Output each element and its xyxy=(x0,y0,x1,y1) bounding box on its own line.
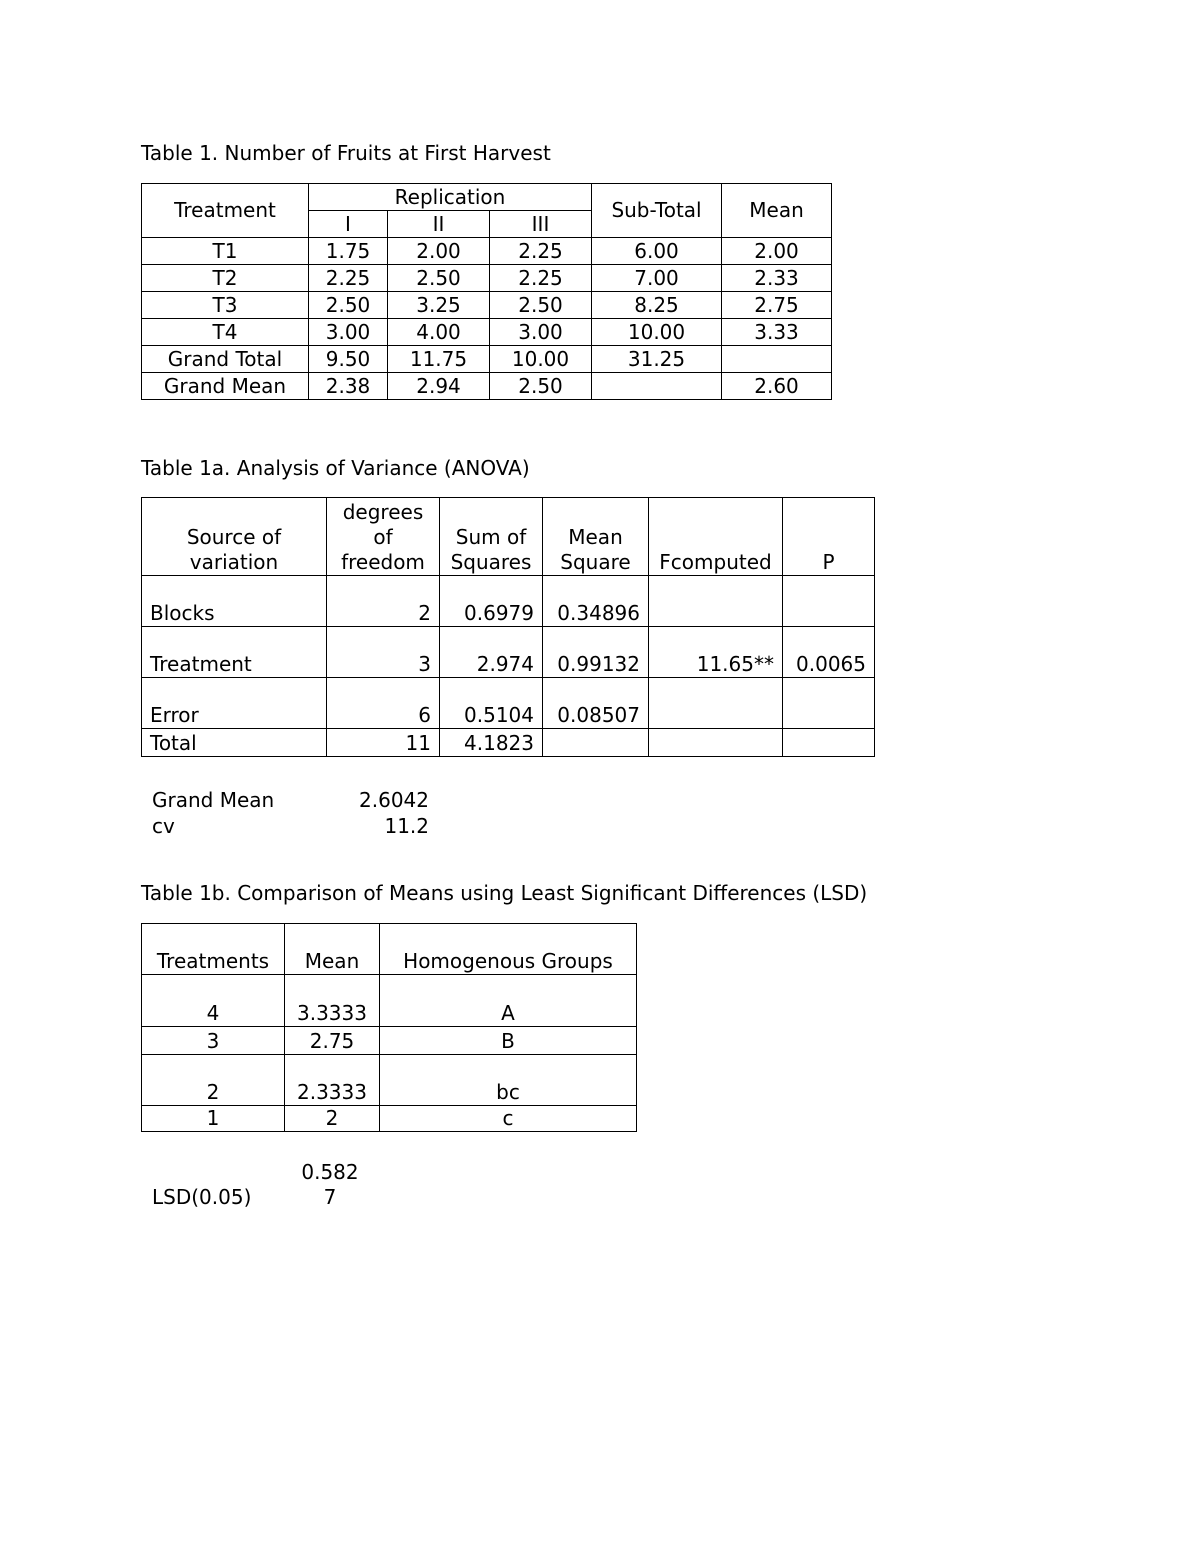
table-row xyxy=(142,1106,637,1132)
cell-f xyxy=(649,729,783,757)
table1-caption: Table 1. Number of Fruits at First Harvest xyxy=(141,141,551,165)
table-row xyxy=(142,238,832,265)
cell-treatment: 2 xyxy=(142,1055,285,1106)
cell-group: bc xyxy=(380,1055,637,1106)
cell-df: 11 xyxy=(327,729,440,757)
cell-ms: 0.34896 xyxy=(543,576,649,627)
cell-rep-i: 9.50 xyxy=(309,346,388,373)
cell-subtotal: 7.00 xyxy=(592,265,722,292)
cell-ss: 0.5104 xyxy=(440,678,543,729)
cell-mean: 2.33 xyxy=(722,265,832,292)
cell-treatment: 3 xyxy=(142,1027,285,1055)
cell-df: 6 xyxy=(327,678,440,729)
cv-value: 11.2 xyxy=(384,814,429,838)
cell-subtotal xyxy=(592,373,722,400)
table-row xyxy=(142,319,832,346)
cell-df: 2 xyxy=(327,576,440,627)
cell-mean: 2.75 xyxy=(722,292,832,319)
cell-rep-iii: 2.50 xyxy=(490,373,592,400)
cell-rep-ii: 11.75 xyxy=(388,346,490,373)
table-row xyxy=(142,678,875,729)
cell-mean: 2.60 xyxy=(722,373,832,400)
table-row xyxy=(142,627,875,678)
cell-group: A xyxy=(380,975,637,1027)
header-rep-ii: II xyxy=(388,211,490,238)
table-row xyxy=(142,729,875,757)
header-mean: Mean xyxy=(722,184,832,238)
cell-subtotal: 8.25 xyxy=(592,292,722,319)
table1a-caption: Table 1a. Analysis of Variance (ANOVA) xyxy=(141,456,530,480)
cell-rep-i: 2.38 xyxy=(309,373,388,400)
cell-subtotal: 10.00 xyxy=(592,319,722,346)
header-source: Source of variation xyxy=(142,498,327,576)
cell-mean xyxy=(722,346,832,373)
cell-ss: 0.6979 xyxy=(440,576,543,627)
table-row xyxy=(142,1055,637,1106)
cell-rep-ii: 2.50 xyxy=(388,265,490,292)
anova-summary xyxy=(152,787,429,839)
table-row xyxy=(142,373,832,400)
cell-mean: 2.3333 xyxy=(285,1055,380,1106)
header-df: degrees of freedom xyxy=(327,498,440,576)
header-treatments: Treatments xyxy=(142,924,285,975)
cell-rep-iii: 10.00 xyxy=(490,346,592,373)
cell-group: B xyxy=(380,1027,637,1055)
cell-subtotal: 6.00 xyxy=(592,238,722,265)
cell-p xyxy=(783,576,875,627)
cell-treatment: 4 xyxy=(142,975,285,1027)
cell-mean: 2 xyxy=(285,1106,380,1132)
header-ms: Mean Square xyxy=(543,498,649,576)
lsd-label: LSD(0.05) xyxy=(152,1185,252,1209)
cell-rep-iii: 2.50 xyxy=(490,292,592,319)
header-ss: Sum of Squares xyxy=(440,498,543,576)
cell-p: 0.0065 xyxy=(783,627,875,678)
cell-ms xyxy=(543,729,649,757)
cell-mean: 2.00 xyxy=(722,238,832,265)
header-treatment: Treatment xyxy=(142,184,309,238)
cell-group: c xyxy=(380,1106,637,1132)
table-row xyxy=(142,1027,637,1055)
row-label: Grand Total xyxy=(142,346,309,373)
cell-rep-i: 3.00 xyxy=(309,319,388,346)
table-row xyxy=(142,265,832,292)
cell-rep-iii: 2.25 xyxy=(490,238,592,265)
cell-mean: 3.3333 xyxy=(285,975,380,1027)
header-rep-i: I xyxy=(309,211,388,238)
lsd-value: 0.5827 xyxy=(301,1160,359,1209)
cell-rep-iii: 2.25 xyxy=(490,265,592,292)
header-groups: Homogenous Groups xyxy=(380,924,637,975)
cell-p xyxy=(783,678,875,729)
table1b-lsd-comparison xyxy=(141,923,637,1132)
cell-treatment: 1 xyxy=(142,1106,285,1132)
cell-rep-iii: 3.00 xyxy=(490,319,592,346)
row-label: T1 xyxy=(142,238,309,265)
cell-p xyxy=(783,729,875,757)
header-subtotal: Sub-Total xyxy=(592,184,722,238)
cell-rep-i: 2.25 xyxy=(309,265,388,292)
row-label: T2 xyxy=(142,265,309,292)
cell-ss: 4.1823 xyxy=(440,729,543,757)
row-label: T3 xyxy=(142,292,309,319)
cell-f xyxy=(649,576,783,627)
cell-source: Treatment xyxy=(142,627,327,678)
row-label: Grand Mean xyxy=(142,373,309,400)
cell-ss: 2.974 xyxy=(440,627,543,678)
table-row xyxy=(142,576,875,627)
cell-df: 3 xyxy=(327,627,440,678)
cell-rep-i: 2.50 xyxy=(309,292,388,319)
header-mean: Mean xyxy=(285,924,380,975)
table-row xyxy=(142,346,832,373)
cell-rep-ii: 3.25 xyxy=(388,292,490,319)
cell-source: Error xyxy=(142,678,327,729)
header-rep-iii: III xyxy=(490,211,592,238)
cell-mean: 3.33 xyxy=(722,319,832,346)
cell-rep-i: 1.75 xyxy=(309,238,388,265)
cell-mean: 2.75 xyxy=(285,1027,380,1055)
cell-source: Total xyxy=(142,729,327,757)
cell-rep-ii: 2.94 xyxy=(388,373,490,400)
header-replication: Replication xyxy=(309,184,592,211)
header-f: Fcomputed xyxy=(649,498,783,576)
cv-label: cv xyxy=(152,814,175,838)
grand-mean-value: 2.6042 xyxy=(359,788,429,812)
table1b-caption: Table 1b. Comparison of Means using Least Significant Differences (LSD) xyxy=(141,881,868,905)
table-row xyxy=(142,292,832,319)
header-p: P xyxy=(783,498,875,576)
table-row xyxy=(142,975,637,1027)
table1a-anova xyxy=(141,497,875,757)
cell-subtotal: 31.25 xyxy=(592,346,722,373)
cell-f: 11.65** xyxy=(649,627,783,678)
row-label: T4 xyxy=(142,319,309,346)
cell-f xyxy=(649,678,783,729)
grand-mean-label: Grand Mean xyxy=(152,788,275,812)
cell-ms: 0.08507 xyxy=(543,678,649,729)
cell-source: Blocks xyxy=(142,576,327,627)
cell-ms: 0.99132 xyxy=(543,627,649,678)
cell-rep-ii: 2.00 xyxy=(388,238,490,265)
table1-fruits-first-harvest xyxy=(141,183,832,400)
cell-rep-ii: 4.00 xyxy=(388,319,490,346)
